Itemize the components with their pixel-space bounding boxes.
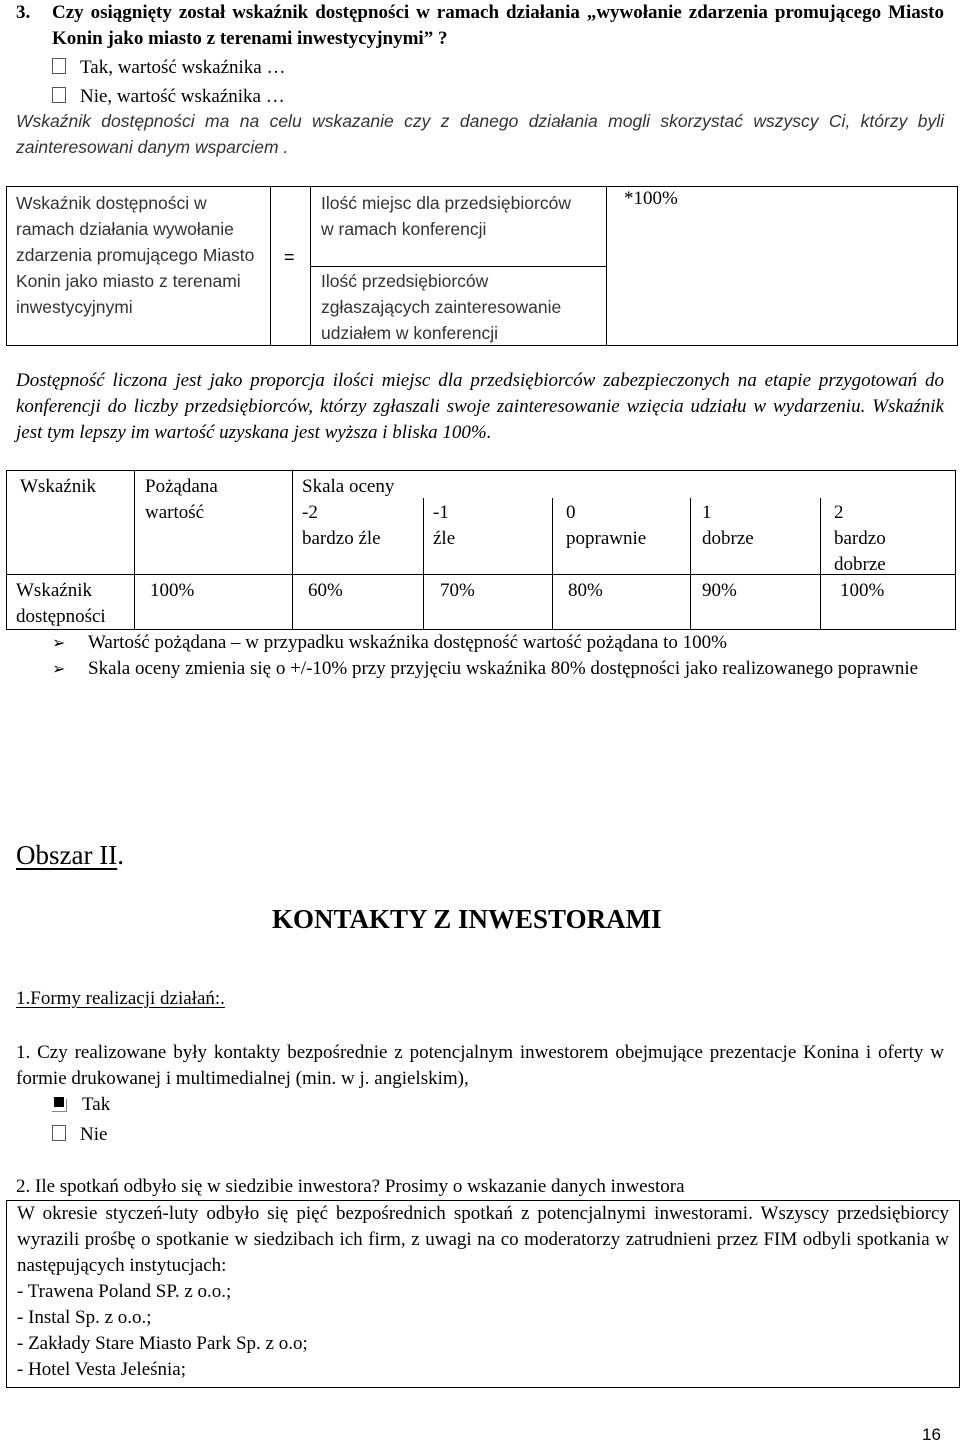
formula-equals: =: [284, 247, 295, 267]
explanation-text: Dostępność liczona jest jako proporcja ilości miejsc dla przedsiębiorców zabezpieczonych na etapie przygotowań do konferencji do liczby przedsiębiorców, którzy zgłaszali swoje zainteresowanie wzięcia udziału w wydarzeniu. Wskaźnik jest tym lepszy im wartość uzyskana jest wyższa i bliska 100%.: [16, 370, 944, 443]
scale-header-num: -1: [433, 502, 449, 523]
answer-box: [6, 1200, 960, 1388]
rating-row-desired: 100%: [150, 580, 195, 601]
institution-item: - Zakłady Stare Miasto Park Sp. z o.o;: [17, 1333, 308, 1354]
formula-numerator: Ilość miejsc dla przedsiębiorców w ramach konferencji: [321, 193, 586, 239]
bullet-text: Wartość pożądana – w przypadku wskaźnika dostępność wartość pożądana to 100%: [88, 632, 727, 653]
bullet-text: Skala oceny zmienia się o +/-10% przy przyjęciu wskaźnika 80% dostępności jako realizowanego poprawnie: [88, 658, 919, 679]
q1-option-yes-label: Tak: [82, 1094, 111, 1115]
bullet-item: [52, 656, 944, 682]
area-title: Obszar II: [16, 840, 118, 870]
rating-row-value: 90%: [702, 580, 737, 601]
rating-row-value: 70%: [440, 580, 475, 601]
rating-col-scale: Skala oceny: [302, 476, 395, 497]
checkbox-icon[interactable]: [52, 58, 66, 74]
q3-option-yes[interactable]: [52, 55, 286, 81]
question-3-title: Czy osiągnięty został wskaźnik dostępności w ramach działania „wywołanie zdarzenia promującego Miasto Konin jako miasto z terenami inwestycyjnymi” ?: [52, 2, 944, 49]
rating-row-value: 100%: [840, 580, 885, 601]
q1-option-yes[interactable]: [52, 1092, 110, 1118]
question-2-text: 2. Ile spotkań odbyło się w siedzibie inwestora? Prosimy o wskazanie danych inwestora: [16, 1176, 685, 1197]
institution-item: - Hotel Vesta Jeleśnia;: [17, 1359, 187, 1380]
scale-header-label: poprawnie: [566, 528, 647, 549]
question-1-text: 1. Czy realizowane były kontakty bezpośrednie z potencjalnym inwestorem obejmujące prezentacje Konina i oferty w formie drukowanej i multimedialnej (min. w j. angielskim),: [16, 1042, 944, 1089]
question-3-number: 3.: [16, 2, 31, 23]
formula-left-label: Wskaźnik dostępności w ramach działania wywołanie zdarzenia promującego Miasto Konin jako miasto z terenami inwestycyjnymi: [16, 193, 255, 317]
arrow-bullet-icon: ➢: [52, 633, 66, 652]
scale-header-label: dobrze: [702, 528, 754, 549]
q1-option-no[interactable]: [52, 1122, 107, 1148]
page-number: 16: [922, 1425, 941, 1444]
forms-heading: 1.Formy realizacji działań:.: [16, 988, 225, 1009]
rating-row-value: 60%: [308, 580, 343, 601]
q3-description: Wskaźnik dostępności ma na celu wskazanie czy z danego działania mogli skorzystać wszyscy Ci, którzy byli zainteresowani danym wsparciem .: [16, 111, 944, 157]
q3-option-yes-label: Tak, wartość wskaźnika …: [80, 57, 286, 78]
checkbox-icon[interactable]: [52, 87, 66, 103]
scale-header-num: -2: [302, 502, 318, 523]
rating-col-indicator: Wskaźnik: [20, 476, 96, 497]
rating-col-desired: Pożądana wartość: [145, 476, 218, 523]
checked-checkbox-icon[interactable]: [52, 1097, 68, 1111]
q3-option-no-label: Nie, wartość wskaźnika …: [80, 86, 285, 107]
arrow-bullet-icon: ➢: [52, 659, 66, 678]
bullet-item: [52, 630, 944, 656]
checkbox-icon[interactable]: [52, 1125, 66, 1141]
rating-row-value: 80%: [568, 580, 603, 601]
q3-option-no[interactable]: [52, 84, 285, 110]
scale-header-num: 2: [834, 502, 844, 523]
area-suffix: .: [117, 840, 124, 870]
scale-header-label: bardzo dobrze: [834, 528, 886, 575]
institution-item: - Instal Sp. z o.o.;: [17, 1307, 152, 1328]
q1-option-no-label: Nie: [80, 1124, 108, 1145]
rating-row-label: Wskaźnik dostępności: [16, 580, 106, 627]
scale-header-num: 1: [702, 502, 712, 523]
scale-header-label: źle: [433, 528, 456, 549]
area-heading: [16, 838, 124, 872]
scale-header-num: 0: [566, 502, 576, 523]
section-heading: KONTAKTY Z INWESTORAMI: [272, 904, 662, 934]
institution-item: - Trawena Poland SP. z o.o.;: [17, 1281, 232, 1302]
formula-denominator: Ilość przedsiębiorców zgłaszających zainteresowanie udziałem w konferencji: [321, 271, 562, 343]
formula-multiplier: *100%: [624, 188, 678, 209]
scale-header-label: bardzo źle: [302, 528, 381, 549]
answer-text: W okresie styczeń-luty odbyło się pięć bezpośrednich spotkań z potencjalnymi inwestorami. Wszyscy przedsiębiorcy wyrazili prośbę o spotkanie w siedzibach ich firm, z uwagi na co moderatorzy zatrudnieni przez FIM odbyli spotkania w następujących instytucjach:: [17, 1203, 949, 1276]
